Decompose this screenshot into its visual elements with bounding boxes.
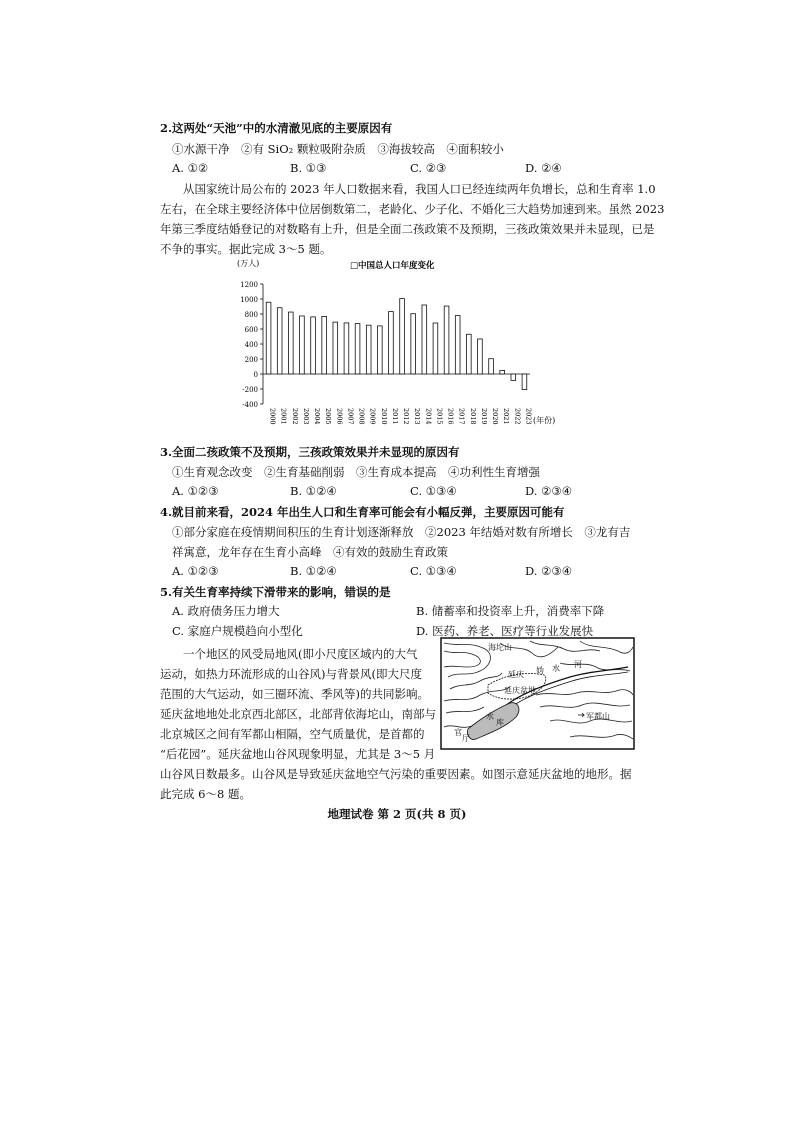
chart-y-tick-label: 800 (244, 311, 258, 319)
yanqing-basin-map (440, 637, 635, 750)
q5-option-a: A. 政府债务压力增大 (172, 604, 280, 618)
chart-x-tick-label: 2018 (468, 408, 477, 425)
q5-option-d: D. 医药、养老、医疗等行业发展快 (416, 624, 594, 638)
passage2-line-6: “后花园”。延庆盆地山谷风现象明显，尤其是 3～5 月 (160, 747, 436, 761)
chart-bar-2021 (500, 370, 505, 374)
chart-y-tick-label: 400 (244, 341, 258, 349)
chart-x-tick-label: 2014 (424, 408, 433, 425)
q4-stem: 4.就目前来看，2024 年出生人口和生育率可能会有小幅反弹，主要原因可能有 (160, 505, 565, 519)
chart-x-tick-label: 2004 (313, 408, 322, 425)
passage2-line-2: 运动，如热力环流形成的山谷风)与背景风(即大尺度 (160, 667, 422, 681)
chart-x-tick-label: 2010 (379, 408, 388, 425)
chart-y-tick-label: 1200 (240, 281, 258, 289)
chart-x-tick-label: 2019 (479, 408, 488, 425)
chart-x-tick-label: 2006 (335, 408, 344, 425)
q5-option-c: C. 家庭户规模趋向小型化 (172, 624, 303, 638)
chart-y-tick-label: 0 (253, 371, 258, 379)
chart-bar-2010 (377, 326, 382, 374)
chart-bar-2000 (266, 302, 271, 374)
label-haituo-mountain: 海坨山 (488, 643, 512, 652)
q2-option-c: C. ②③ (410, 161, 447, 175)
chart-y-tick-label: -400 (242, 401, 258, 409)
page-footer: 地理试卷 第 2 页(共 8 页) (327, 807, 467, 821)
chart-x-tick-label: 2016 (446, 408, 455, 425)
q5-stem: 5.有关生育率持续下滑带来的影响，错误的是 (160, 585, 391, 599)
label-ting: 厅 (462, 734, 470, 743)
chart-bar-2001 (277, 308, 282, 374)
chart-y-tick-label: 1000 (240, 296, 258, 304)
q3-items: ①生育观念改变 ②生育基础削弱 ③生育成本提高 ④功利性生育增强 (172, 465, 540, 479)
q4-items-line-2: 祥寓意，龙年存在生育小高峰 ④有效的鼓励生育政策 (172, 545, 448, 559)
chart-bar-2004 (311, 317, 316, 374)
chart-x-tick-label: 2001 (279, 408, 288, 425)
passage1-line-2: 左右，在全球主要经济体中位居倒数第二，老龄化、少子化、不婚化三大趋势加速到来。虽然 2023 (160, 202, 665, 216)
q3-option-a: A. ①②③ (172, 484, 219, 498)
chart-bar-2002 (288, 312, 293, 374)
q2-option-a: A. ①② (172, 161, 209, 175)
passage2-line-7: 山谷风日数最多。山谷风是导致延庆盆地空气污染的重要因素。如图示意延庆盆地的地形。据 (160, 767, 632, 781)
label-guan: 官 (454, 728, 462, 737)
chart-bar-2015 (433, 323, 438, 374)
q2-option-d: D. ②④ (525, 161, 562, 175)
chart-x-tick-label: 2023 (524, 408, 533, 425)
chart-bar-2008 (355, 324, 360, 374)
chart-ylabel: (万人) (237, 259, 260, 268)
chart-bar-2006 (333, 322, 338, 374)
q3-stem: 3.全面二孩政策不及预期，三孩政策效果并未显现的原因有 (160, 445, 460, 459)
chart-y-tick-label: -200 (242, 386, 258, 394)
q4-option-b: B. ①②④ (290, 564, 337, 578)
chart-x-tick-label: 2007 (346, 408, 355, 425)
chart-bar-2020 (489, 359, 494, 374)
chart-bar-2003 (300, 316, 305, 374)
chart-title: □中国总人口年度变化 (350, 261, 435, 271)
chart-xlabel: (年份) (533, 416, 556, 425)
q2-stem: 2.这两处“天池”中的水清澈见底的主要原因有 (160, 121, 393, 135)
chart-bar-2016 (444, 306, 449, 374)
chart-bar-2017 (455, 316, 460, 374)
label-ku: 库 (496, 718, 504, 727)
chart-x-tick-label: 2020 (491, 408, 500, 425)
chart-x-tick-label: 2000 (268, 408, 277, 425)
passage1-line-1: 从国家统计局公布的 2023 年人口数据来看，我国人口已经连续两年负增长，总和生育率 1.0 (183, 182, 656, 196)
q4-option-d: D. ②③④ (525, 564, 573, 578)
chart-x-tick-label: 2013 (413, 408, 422, 425)
q2-option-b: B. ①③ (290, 161, 327, 175)
chart-bar-2007 (344, 323, 349, 374)
chart-bar-2023 (522, 374, 527, 390)
chart-bar-2014 (422, 305, 427, 374)
q3-option-c: C. ①③④ (410, 484, 457, 498)
chart-x-tick-label: 2009 (368, 408, 377, 425)
chart-x-tick-label: 2005 (324, 408, 333, 425)
q5-option-b: B. 储蓄率和投资率上升，消费率下降 (416, 604, 605, 618)
chart-x-tick-label: 2003 (301, 408, 310, 425)
chart-bar-2018 (466, 334, 471, 374)
chart-x-tick-label: 2017 (457, 408, 466, 425)
chart-x-tick-label: 2021 (502, 408, 511, 425)
chart-x-tick-label: 2015 (435, 408, 444, 425)
chart-bar-2019 (478, 339, 483, 374)
label-gui: 妫 (536, 666, 544, 675)
chart-x-tick-label: 2011 (390, 408, 399, 425)
chart-bar-2012 (400, 299, 405, 374)
q4-option-a: A. ①②③ (172, 564, 219, 578)
chart-x-tick-label: 2022 (513, 408, 522, 425)
passage2-line-3: 范围的大气运动，如三圈环流、季风等)的共同影响。 (160, 687, 429, 701)
chart-bar-2011 (389, 312, 394, 374)
label-he: 河 (574, 660, 582, 669)
passage1-line-4: 不争的事实。据此完成 3～5 题。 (160, 242, 332, 256)
q4-items-line-1: ①部分家庭在疫情期间积压的生育计划逐渐释放 ②2023 年结婚对数有所增长 ③龙有吉 (172, 525, 631, 539)
q2-items: ①水源干净 ②有 SiO₂ 颗粒吸附杂质 ③海拔较高 ④面积较小 (172, 142, 504, 156)
chart-bar-2009 (366, 325, 371, 374)
chart-y-tick-label: 200 (244, 356, 258, 364)
chart-bar-2013 (411, 314, 416, 374)
chart-x-tick-label: 2008 (357, 408, 366, 425)
label-yanqing: 延庆 (508, 670, 524, 679)
population-bar-chart (225, 252, 565, 432)
chart-bar-2005 (322, 316, 327, 374)
passage2-line-4: 延庆盆地地处北京西北部区，北部背依海坨山，南部与 (160, 707, 436, 721)
q3-option-d: D. ②③④ (525, 484, 573, 498)
chart-y-tick-label: 600 (244, 326, 258, 334)
label-shui-1: 水 (552, 664, 560, 673)
chart-bar-2022 (511, 374, 516, 380)
chart-x-tick-label: 2012 (402, 408, 411, 425)
passage2-line-5: 北京城区之间有军都山相隔，空气质量优，是首都的 (160, 727, 425, 741)
q3-option-b: B. ①②④ (290, 484, 337, 498)
passage2-line-1: 一个地区的风受局地风(即小尺度区域内的大气 (183, 647, 418, 661)
q4-option-c: C. ①③④ (410, 564, 457, 578)
label-yanqing-basin: 延庆盆地 (504, 686, 536, 695)
passage1-line-3: 年第三季度结婚登记的对数略有上升，但是全面二孩政策不及预期，三孩政策效果并未显现，已是 (160, 222, 655, 236)
chart-x-tick-label: 2002 (290, 408, 299, 425)
passage2-line-8: 此完成 6～8 题。 (160, 787, 251, 801)
label-jundu-mountain: 军都山 (586, 712, 610, 721)
label-shui-2: 水 (486, 712, 494, 721)
